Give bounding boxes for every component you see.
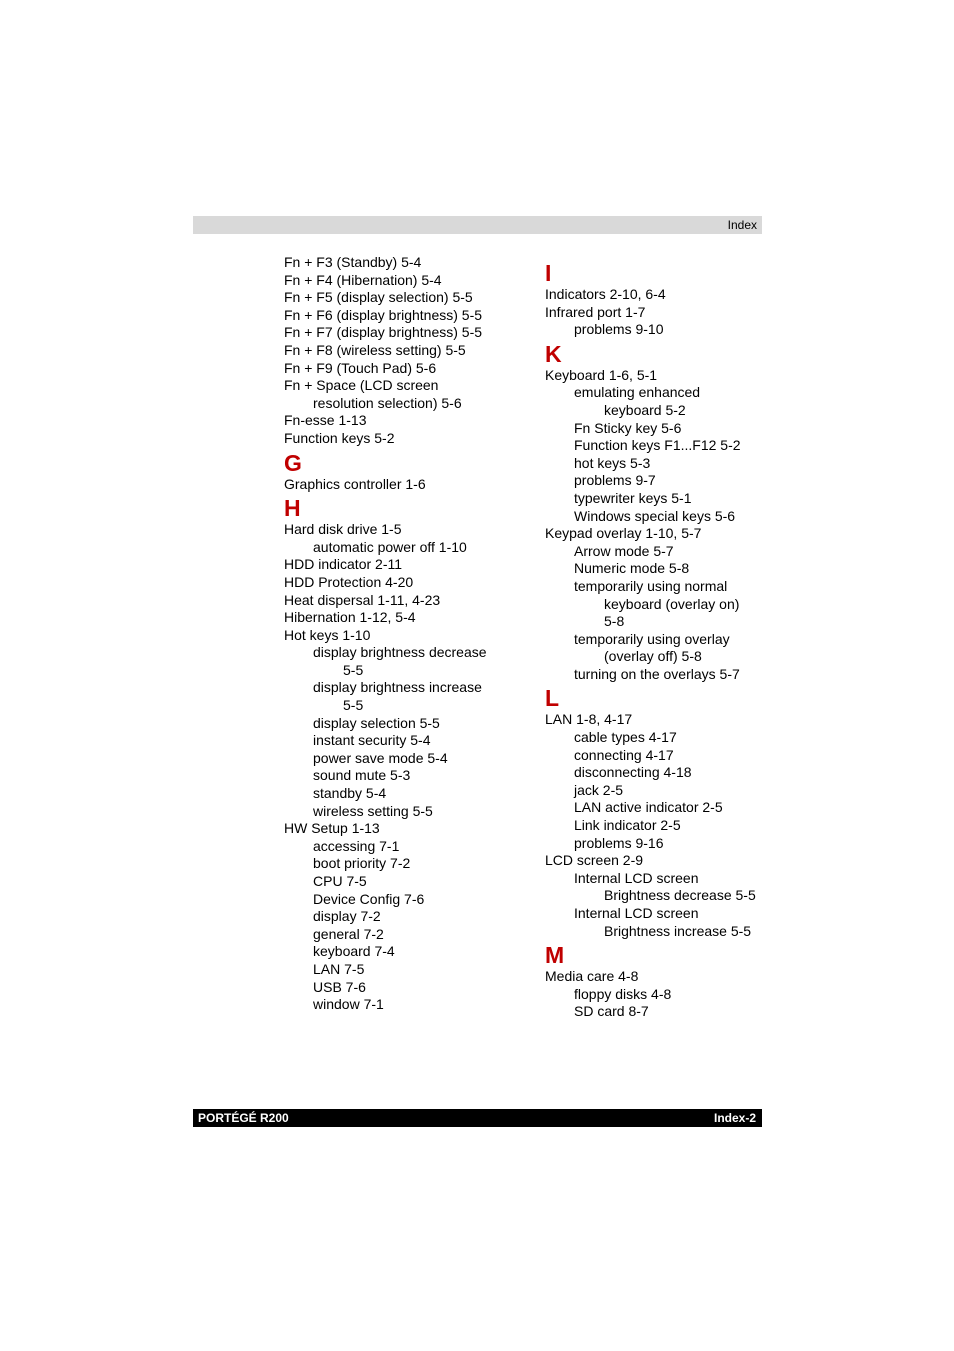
index-subentry: Internal LCD screen	[574, 869, 699, 886]
index-entry: Keyboard 1-6, 5-1	[545, 366, 658, 383]
index-subentry: floppy disks 4-8	[574, 985, 672, 1002]
index-subentry: problems 9-7	[574, 472, 656, 489]
index-subentry: keyboard 5-2	[604, 401, 686, 418]
index-subentry: Internal LCD screen	[574, 905, 699, 921]
index-entry: Fn + F7 (display brightness) 5-5	[284, 324, 483, 341]
index-entry: Indicators 2-10, 6-4	[545, 286, 666, 302]
page-footer-bar	[193, 1109, 762, 1127]
index-subentry: Brightness increase 5-5	[604, 922, 752, 939]
index-entry: Fn + Space (LCD screen	[284, 377, 439, 394]
index-entry: HDD Protection 4-20	[284, 573, 414, 590]
index-subentry: Windows special keys 5-6	[574, 507, 736, 524]
index-subentry: display 7-2	[313, 908, 381, 925]
product-name: PORTÉGÉ R200	[198, 1111, 289, 1125]
index-subentry: window 7-1	[313, 996, 384, 1013]
index-subentry: problems 9-10	[574, 321, 664, 338]
index-subentry: Numeric mode 5-8	[574, 560, 690, 577]
index-subentry: sound mute 5-3	[313, 767, 411, 784]
index-entry: Fn + F8 (wireless setting) 5-5	[284, 341, 466, 358]
index-entry: Fn + F6 (display brightness) 5-5	[284, 306, 483, 323]
index-column-left	[284, 254, 524, 1014]
index-entry: Hot keys 1-10	[284, 626, 371, 643]
index-subentry: 5-5	[343, 661, 364, 678]
index-subentry: problems 9-16	[574, 834, 664, 851]
index-subentry: keyboard 7-4	[313, 943, 395, 960]
index-subentry: (overlay off) 5-8	[604, 648, 702, 665]
index-letter-heading: K	[545, 340, 562, 367]
index-subentry: jack 2-5	[574, 781, 624, 798]
index-entry: Hard disk drive 1-5	[284, 521, 402, 538]
index-entry: Fn + F9 (Touch Pad) 5-6	[284, 359, 437, 376]
index-entry: Fn + F5 (display selection) 5-5	[284, 289, 473, 306]
index-entry: Heat dispersal 1-11, 4-23	[284, 591, 441, 608]
index-subentry: disconnecting 4-18	[574, 764, 692, 781]
index-subentry: hot keys 5-3	[574, 454, 651, 471]
index-subentry: automatic power off 1-10	[313, 538, 467, 555]
index-subentry: LAN 7-5	[313, 960, 365, 977]
index-entry: Media care 4-8	[545, 968, 639, 985]
index-entry: LCD screen 2-9	[545, 852, 644, 869]
index-subentry: SD card 8-7	[574, 1003, 649, 1020]
index-subentry: connecting 4-17	[574, 746, 674, 763]
index-entry: Infrared port 1-7	[545, 303, 646, 320]
index-entry: Fn + F3 (Standby) 5-4	[284, 254, 422, 270]
index-subentry: resolution selection) 5-6	[313, 394, 462, 411]
index-entry: HDD indicator 2-11	[284, 556, 403, 573]
index-entry: Keypad overlay 1-10, 5-7	[545, 525, 702, 542]
index-letter-heading: L	[545, 685, 560, 712]
index-entry: HW Setup 1-13	[284, 820, 380, 837]
index-subentry: display selection 5-5	[313, 714, 440, 731]
index-subentry: wireless setting 5-5	[313, 802, 433, 819]
index-subentry: cable types 4-17	[574, 729, 677, 746]
index-entry: LAN 1-8, 4-17	[545, 711, 633, 728]
index-subentry: instant security 5-4	[313, 732, 431, 749]
index-subentry: standby 5-4	[313, 785, 387, 802]
index-subentry: boot priority 7-2	[313, 855, 411, 872]
index-entry: Function keys 5-2	[284, 429, 395, 446]
index-subentry: 5-8	[604, 613, 625, 630]
page-number: Index-2	[713, 1111, 756, 1125]
index-subentry: 5-5	[343, 697, 364, 714]
index-letter-heading: G	[284, 449, 302, 476]
index-subentry: temporarily using overlay	[574, 630, 730, 647]
index-entry: Graphics controller 1-6	[284, 475, 426, 492]
index-subentry: power save mode 5-4	[313, 749, 448, 766]
index-subentry: Arrow mode 5-7	[574, 542, 674, 559]
section-label: Index	[727, 218, 757, 232]
index-column-right	[545, 258, 775, 1021]
index-subentry: Function keys F1...F12 5-2	[574, 437, 741, 454]
index-subentry: turning on the overlays 5-7	[574, 665, 740, 682]
index-letter-heading: M	[545, 942, 565, 969]
index-subentry: accessing 7-1	[313, 837, 400, 854]
index-subentry: display brightness increase	[313, 679, 482, 696]
index-entry: Fn-esse 1-13	[284, 412, 367, 429]
index-entry: Hibernation 1-12, 5-4	[284, 609, 416, 626]
index-subentry: emulating enhanced	[574, 384, 701, 401]
index-subentry: general 7-2	[313, 925, 384, 942]
index-subentry: Brightness decrease 5-5	[604, 887, 756, 904]
index-subentry: keyboard (overlay on)	[604, 595, 740, 612]
index-subentry: CPU 7-5	[313, 873, 367, 889]
index-subentry: LAN active indicator 2-5	[574, 799, 723, 816]
index-subentry: Fn Sticky key 5-6	[574, 419, 682, 436]
index-subentry: USB 7-6	[313, 978, 366, 995]
index-subentry: typewriter keys 5-1	[574, 489, 692, 506]
index-subentry: Link indicator 2-5	[574, 817, 681, 834]
index-subentry: display brightness decrease	[313, 644, 487, 661]
index-subentry: Device Config 7-6	[313, 890, 425, 907]
index-entry: Fn + F4 (Hibernation) 5-4	[284, 271, 442, 288]
page-header-bar	[193, 216, 762, 234]
index-letter-heading: H	[284, 495, 301, 522]
index-letter-heading: I	[545, 260, 552, 286]
index-subentry: temporarily using normal	[574, 577, 728, 594]
